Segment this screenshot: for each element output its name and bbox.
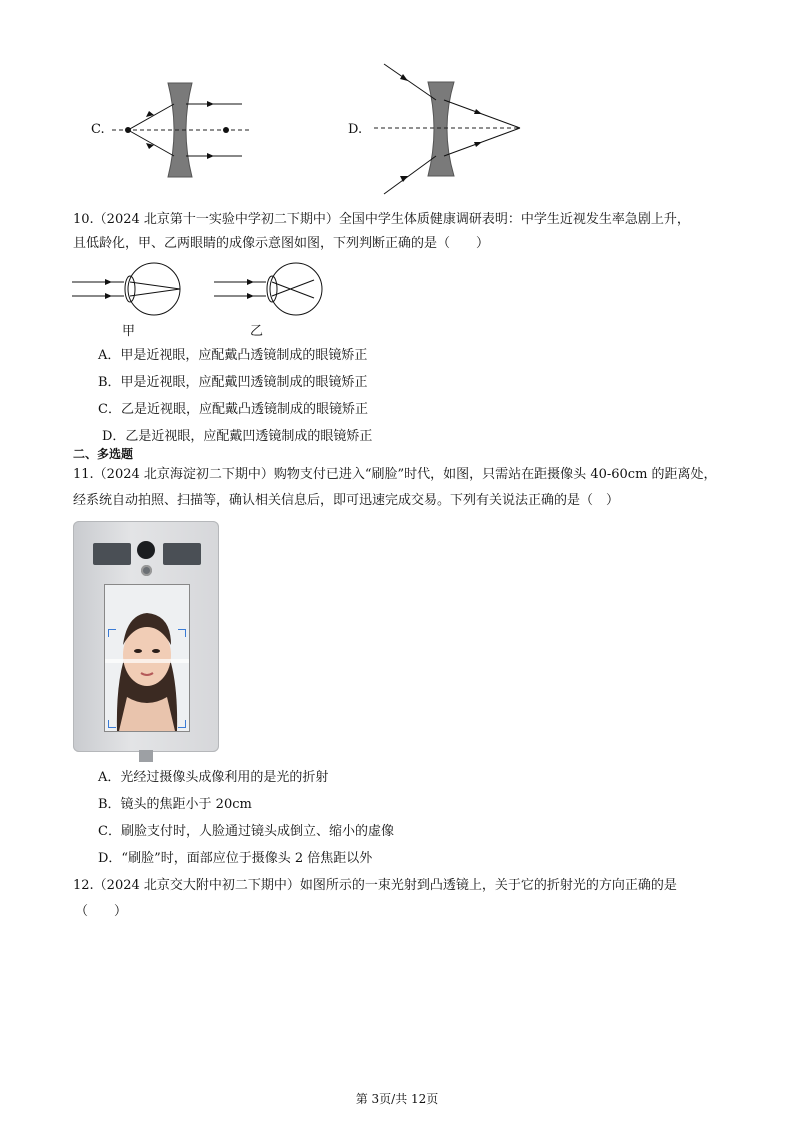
q11-stem-line2: 经系统自动拍照、扫描等，确认相关信息后，即可迅速完成交易。下列有关说法正确的是（ ） bbox=[73, 493, 620, 508]
scan-corner-br bbox=[178, 720, 186, 728]
scan-corner-bl bbox=[108, 720, 116, 728]
q10-option-c[interactable]: C．乙是近视眼，应配戴凸透镜制成的眼镜矫正 bbox=[98, 402, 368, 417]
option-c-label: C. bbox=[91, 122, 105, 137]
kiosk-left-window bbox=[93, 543, 131, 565]
face-scan-screen bbox=[104, 584, 190, 732]
q12-stem-line1: 12.（2024 北京交大附中初二下期中）如图所示的一束光射到凸透镜上，关于它的折射光的方向正确的是 bbox=[73, 878, 677, 893]
focal-point-right bbox=[223, 127, 229, 133]
option-d-label: D. bbox=[348, 122, 363, 137]
option-d-concave-lens-diagram bbox=[370, 62, 530, 198]
eye-diagram-yi bbox=[214, 270, 329, 310]
q11-option-d[interactable]: D．“刷脸”时，面部应位于摄像头 2 倍焦距以外 bbox=[98, 851, 373, 866]
q11-stem-line1: 11.（2024 北京海淀初二下期中）购物支付已进入“刷脸”时代，如图，只需站在距摄像头 40-60cm 的距离处， bbox=[73, 467, 717, 482]
q10-option-d[interactable]: D．乙是近视眼，应配戴凹透镜制成的眼镜矫正 bbox=[102, 429, 373, 444]
q10-stem-line2: 且低龄化，甲、乙两眼睛的成像示意图如图，下列判断正确的是（ ） bbox=[73, 236, 490, 251]
section-title-multiple-choice: 二、多选题 bbox=[73, 447, 134, 461]
sensor-light bbox=[141, 565, 152, 576]
q12-stem-line2: （ ） bbox=[75, 904, 128, 919]
page-number-footer: 第 3页/共 12页 bbox=[355, 1092, 439, 1106]
scan-corner-tl bbox=[108, 629, 116, 637]
camera-icon bbox=[137, 541, 155, 559]
eye-diagram-jia bbox=[72, 270, 187, 310]
q10-option-b[interactable]: B．甲是近视眼，应配戴凹透镜制成的眼镜矫正 bbox=[98, 375, 368, 390]
eye-label-yi: 乙 bbox=[250, 324, 264, 339]
scan-corner-tr bbox=[178, 629, 186, 637]
q10-option-a[interactable]: A．甲是近视眼，应配戴凸透镜制成的眼镜矫正 bbox=[98, 348, 368, 363]
kiosk-right-window bbox=[163, 543, 201, 565]
eyeball bbox=[128, 263, 180, 315]
q11-option-c[interactable]: C．刷脸支付时，人脸通过镜头成倒立、缩小的虚像 bbox=[98, 824, 394, 839]
face-portrait-icon bbox=[105, 585, 189, 731]
eye-label-jia: 甲 bbox=[122, 324, 136, 339]
eyeball bbox=[270, 263, 322, 315]
option-c-concave-lens-diagram bbox=[110, 78, 260, 183]
kiosk-pole bbox=[139, 750, 153, 762]
q11-option-a[interactable]: A．光经过摄像头成像利用的是光的折射 bbox=[98, 770, 329, 785]
q10-stem-line1: 10.（2024 北京第十一实验中学初二下期中）全国中学生体质健康调研表明：中学生近视发生率急剧上升， bbox=[73, 212, 690, 227]
q11-option-b[interactable]: B．镜头的焦距小于 20cm bbox=[98, 797, 252, 812]
face-payment-kiosk-image bbox=[73, 521, 219, 752]
concave-lens bbox=[428, 82, 454, 176]
